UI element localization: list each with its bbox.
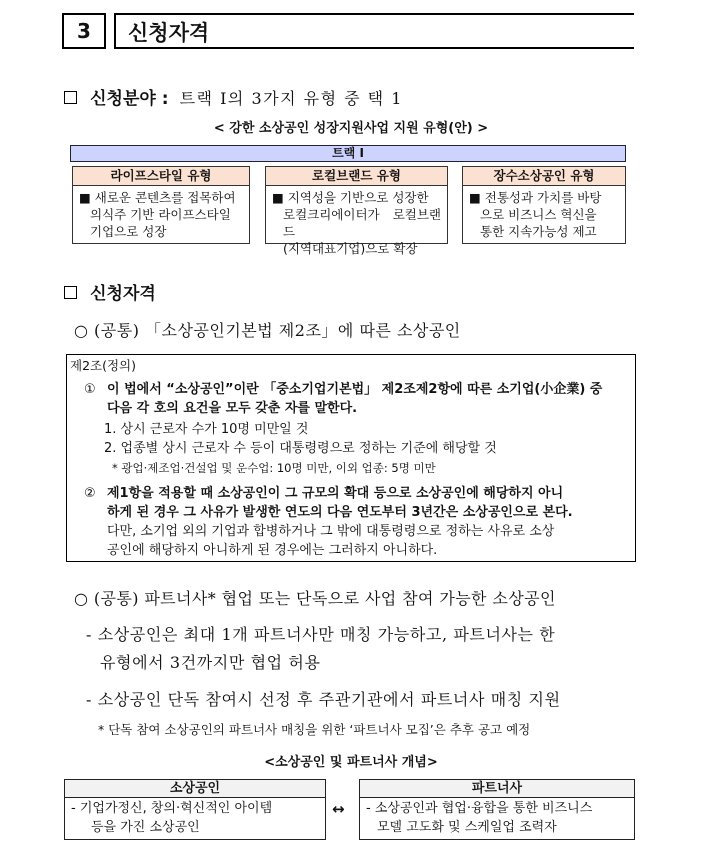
field-text: 트랙 I의 3가지 유형 중 택 1	[179, 89, 403, 108]
qualification-item-1: ○ (공통) 「소상공인기본법 제2조」에 따른 소상공인	[74, 321, 461, 340]
partner-item: ○ (공통) 파트너사* 협업 또는 단독으로 사업 참여 가능한 소상공인	[74, 589, 556, 608]
track-bar: 트랙 I	[70, 145, 626, 162]
law-paragraph-2-line: 제1항을 적용할 때 소상공인이 그 규모의 확대 등으로 소상공인에 해당하지 아니	[107, 486, 564, 501]
type-line: (지역대표기업)으로 확장	[283, 241, 418, 256]
partner-note: * 단독 참여 소상공인의 파트너사 매칭을 위한 ‘파트너사 모집’은 추후 공고 예정	[98, 722, 531, 737]
section-underline	[114, 47, 634, 49]
concept-box-body	[64, 798, 326, 840]
field-row	[64, 84, 403, 109]
field-label: 신청분야 :	[90, 89, 169, 109]
partner-dash-1-line: 유형에서 3건까지만 협업 허용	[100, 653, 321, 672]
type-line: 기업으로 성장	[90, 224, 167, 239]
law-paragraph-1-line: 다음 각 호의 요건을 모두 갖춘 자를 말한다.	[107, 401, 358, 416]
concept-line: 등을 가진 소상공인	[91, 820, 200, 835]
double-arrow-icon: ↔	[332, 800, 345, 818]
partner-dash-2: - 소상공인 단독 참여시 선정 후 주관기관에서 파트너사 매칭 지원	[86, 690, 561, 709]
types-subtitle: < 강한 소상공인 성장지원사업 지원 유형(안) >	[213, 121, 489, 136]
law-paragraph-2-line: 공인에 해당하지 아니하게 된 경우에는 그러하지 아니하다.	[107, 543, 438, 558]
type-title: 라이프스타일 유형	[72, 166, 250, 186]
type-line: 으로 비즈니스 혁신을	[480, 207, 597, 222]
type-line: 로컬크리에이터가 로컬브랜드	[283, 207, 441, 239]
section-title: 신청자격	[128, 21, 210, 45]
concept-line: - 소상공인과 협업·융합을 통한 비즈니스	[366, 801, 593, 816]
type-line: ■ 지역성을 기반으로 성장한	[272, 190, 429, 205]
law-paragraph-1-number: ①	[84, 382, 96, 397]
concept-box-partner	[359, 779, 635, 840]
law-paragraph-2-line: 하게 된 경우 그 사유가 발생한 연도의 다음 연도부터 3년간은 소상공인으로 본다.	[107, 505, 573, 520]
type-title: 장수소상공인 유형	[462, 166, 626, 186]
law-paragraph-1-line: 이 법에서 “소상공인”이란 「중소기업기본법」 제2조제2항에 따른 소기업(小企業) 중	[107, 382, 603, 397]
type-description	[265, 186, 448, 256]
law-item-2: 2. 업종별 상시 근로자 수 등이 대통령령으로 정하는 기준에 해당할 것	[104, 441, 497, 456]
type-box-lifestyle	[72, 166, 250, 244]
type-description	[72, 186, 250, 244]
checkbox-square-icon	[64, 286, 77, 299]
concept-box-body	[359, 798, 635, 840]
concept-title: <소상공인 및 파트너사 개념>	[264, 755, 438, 770]
concept-box-small-business	[64, 779, 326, 840]
concept-box-title: 파트너사	[359, 779, 635, 798]
type-box-local-brand	[265, 166, 448, 256]
type-line: 의식주 기반 라이프스타일	[90, 207, 231, 222]
type-line: ■ 전통성과 가치를 바탕	[469, 190, 602, 205]
type-title: 로컬브랜드 유형	[265, 166, 448, 186]
type-description	[462, 186, 626, 244]
law-note: * 광업·제조업·건설업 및 운수업: 10명 미만, 이외 업종: 5명 미만	[112, 461, 436, 475]
concept-line: 모델 고도화 및 스케일업 조력자	[377, 820, 557, 835]
partner-dash-1-line: - 소상공인은 최대 1개 파트너사만 매칭 가능하고, 파트너사는 한	[86, 625, 556, 644]
type-box-long-standing	[462, 166, 626, 244]
checkbox-square-icon	[64, 91, 77, 104]
type-line: ■ 새로운 콘텐츠를 접목하여	[79, 190, 236, 205]
type-line: 통한 지속가능성 제고	[480, 224, 597, 239]
concept-box-title: 소상공인	[64, 779, 326, 798]
concept-line: - 기업가정신, 창의·혁신적인 아이템	[71, 801, 273, 816]
law-title: 제2조(정의)	[70, 358, 137, 373]
qualification-heading: 신청자격	[90, 284, 156, 304]
section-number: 3	[62, 13, 106, 49]
law-paragraph-2-number: ②	[84, 486, 96, 501]
law-paragraph-2-line: 다만, 소기업 외의 기업과 합병하거나 그 밖에 대통령령으로 정하는 사유로 소상	[107, 524, 555, 539]
law-item-1: 1. 상시 근로자 수가 10명 미만일 것	[104, 422, 309, 437]
qualification-heading-row	[64, 279, 156, 304]
